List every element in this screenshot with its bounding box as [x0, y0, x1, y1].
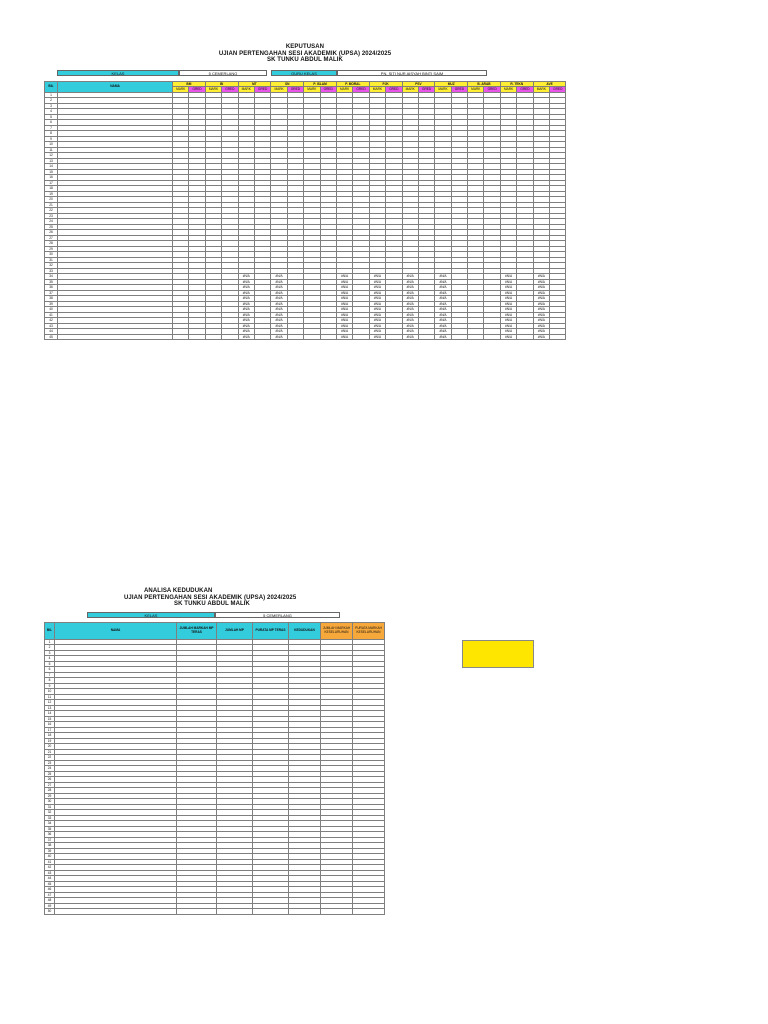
mark-cell: #N/A	[500, 279, 516, 285]
grade-cell	[386, 334, 402, 340]
bil-cell: 48	[45, 898, 55, 904]
analysis-title-line-1: ANALISA KEDUDUKAN	[144, 588, 213, 594]
subject-header: MT	[238, 81, 271, 87]
grade-subheader: GRED	[254, 87, 270, 93]
bil-cell: 28	[45, 788, 55, 794]
grade-cell	[189, 334, 205, 340]
mark-cell: #N/A	[238, 318, 254, 324]
mark-cell: #N/A	[402, 279, 418, 285]
subject-header: PJK	[369, 81, 402, 87]
table-row	[45, 334, 566, 340]
analysis-header: PURATA MP TERAS	[253, 622, 289, 639]
mark-cell: #N/A	[369, 279, 385, 285]
mark-subheader: MARK	[304, 87, 320, 93]
mark-subheader: MARK	[205, 87, 221, 93]
bil-cell: 18	[45, 733, 55, 739]
bil-cell: 3	[45, 103, 58, 109]
bil-cell: 21	[45, 202, 58, 208]
kelas-value: 5 CEMERLANG	[179, 70, 267, 76]
mark-cell: #N/A	[238, 285, 254, 291]
mark-cell: #N/A	[369, 296, 385, 302]
bil-cell: 27	[45, 782, 55, 788]
mark-cell: #N/A	[500, 318, 516, 324]
mark-cell: #N/A	[336, 318, 352, 324]
bil-cell: 24	[45, 766, 55, 772]
bil-cell: 6	[45, 667, 55, 673]
mark-cell: #N/A	[271, 296, 287, 302]
bil-cell: 26	[45, 777, 55, 783]
bil-cell: 17	[45, 180, 58, 186]
mark-cell: #N/A	[271, 279, 287, 285]
mark-cell: #N/A	[402, 301, 418, 307]
mark-cell: #N/A	[402, 285, 418, 291]
bil-cell: 13	[45, 705, 55, 711]
mark-cell: #N/A	[435, 279, 451, 285]
grade-subheader: GRED	[353, 87, 369, 93]
bil-cell: 9	[45, 136, 58, 142]
mark-cell: #N/A	[533, 307, 549, 313]
mark-cell: #N/A	[533, 318, 549, 324]
mark-cell: #N/A	[336, 329, 352, 335]
mark-cell: #N/A	[271, 334, 287, 340]
mark-cell: #N/A	[435, 318, 451, 324]
mark-subheader: MARK	[500, 87, 516, 93]
bil-cell: 38	[45, 296, 58, 302]
mark-subheader: MARK	[369, 87, 385, 93]
bil-cell: 5	[45, 661, 55, 667]
mark-cell: #N/A	[533, 334, 549, 340]
mark-cell: #N/A	[271, 274, 287, 280]
subject-header: BM	[173, 81, 206, 87]
mark-cell: #N/A	[500, 323, 516, 329]
bil-cell: 21	[45, 749, 55, 755]
mark-cell: #N/A	[369, 307, 385, 313]
bil-cell: 37	[45, 837, 55, 843]
grade-cell	[484, 334, 500, 340]
mark-cell: #N/A	[271, 285, 287, 291]
mark-cell	[468, 334, 484, 340]
mark-cell: #N/A	[238, 274, 254, 280]
mark-cell: #N/A	[533, 301, 549, 307]
mark-subheader: MARK	[435, 87, 451, 93]
mark-cell: #N/A	[533, 279, 549, 285]
bil-cell: 47	[45, 892, 55, 898]
mark-cell: #N/A	[533, 290, 549, 296]
bil-cell: 12	[45, 153, 58, 159]
bil-cell: 35	[45, 826, 55, 832]
analysis-cell	[217, 909, 253, 915]
bil-cell: 31	[45, 257, 58, 263]
grade-cell	[353, 334, 369, 340]
bil-cell: 8	[45, 678, 55, 684]
grade-cell	[254, 334, 270, 340]
mark-cell: #N/A	[435, 329, 451, 335]
bil-cell: 24	[45, 219, 58, 225]
analysis-cell	[253, 909, 289, 915]
mark-cell: #N/A	[533, 323, 549, 329]
bil-cell: 16	[45, 175, 58, 181]
bil-cell: 35	[45, 279, 58, 285]
grade-cell	[222, 334, 238, 340]
mark-cell: #N/A	[533, 285, 549, 291]
mark-cell: #N/A	[369, 318, 385, 324]
bil-cell: 44	[45, 876, 55, 882]
mark-cell: #N/A	[500, 301, 516, 307]
mark-cell: #N/A	[238, 279, 254, 285]
bil-cell: 15	[45, 169, 58, 175]
analysis-header: PURATA MARKAH KESELURUHAN	[353, 622, 385, 639]
bil-cell: 32	[45, 263, 58, 269]
bil-cell: 27	[45, 235, 58, 241]
mark-cell: #N/A	[271, 290, 287, 296]
mark-cell: #N/A	[500, 290, 516, 296]
bil-cell: 41	[45, 312, 58, 318]
mark-cell: #N/A	[336, 290, 352, 296]
mark-cell: #N/A	[271, 318, 287, 324]
bil-cell: 23	[45, 760, 55, 766]
mark-cell	[205, 334, 221, 340]
bil-cell: 26	[45, 230, 58, 236]
subject-header: P. MORAL	[336, 81, 369, 87]
bil-cell: 11	[45, 694, 55, 700]
analysis-cell	[177, 909, 217, 915]
bil-cell: 16	[45, 722, 55, 728]
mark-cell: #N/A	[369, 285, 385, 291]
mark-cell: #N/A	[402, 318, 418, 324]
mark-cell: #N/A	[369, 334, 385, 340]
results-title	[44, 44, 566, 64]
title-line-3: SK TUNKU ABDUL MALIK	[267, 57, 343, 63]
bil-cell: 22	[45, 755, 55, 761]
bil-cell: 29	[45, 246, 58, 252]
mark-cell: #N/A	[533, 329, 549, 335]
mark-cell: #N/A	[336, 323, 352, 329]
analysis-header: JUMLAH MP	[217, 622, 253, 639]
mark-cell	[304, 334, 320, 340]
subject-header: B. ARAB	[468, 81, 501, 87]
grade-cell	[550, 334, 566, 340]
mark-cell: #N/A	[500, 329, 516, 335]
subject-header: R. TEKN	[500, 81, 533, 87]
bil-cell: 3	[45, 650, 55, 656]
mark-cell: #N/A	[336, 334, 352, 340]
kelas-label: KELAS	[57, 70, 179, 76]
mark-cell: #N/A	[336, 296, 352, 302]
bil-cell: 1	[45, 639, 55, 645]
bil-cell: 22	[45, 208, 58, 214]
grade-cell	[287, 334, 303, 340]
mark-cell: #N/A	[435, 274, 451, 280]
bil-cell: 34	[45, 821, 55, 827]
title-line-1: KEPUTUSAN	[285, 44, 325, 50]
bil-cell: 43	[45, 323, 58, 329]
mark-subheader: MARK	[468, 87, 484, 93]
mark-cell: #N/A	[369, 323, 385, 329]
bil-cell: 7	[45, 125, 58, 131]
mark-cell: #N/A	[271, 312, 287, 318]
mark-cell: #N/A	[402, 290, 418, 296]
mark-cell: #N/A	[435, 323, 451, 329]
bil-cell: 15	[45, 716, 55, 722]
bil-cell: 23	[45, 213, 58, 219]
bil-cell: 30	[45, 252, 58, 258]
analysis-title	[44, 588, 566, 608]
mark-cell: #N/A	[369, 312, 385, 318]
mark-cell: #N/A	[238, 329, 254, 335]
mark-cell: #N/A	[402, 329, 418, 335]
mark-cell: #N/A	[336, 301, 352, 307]
mark-cell: #N/A	[402, 323, 418, 329]
bil-cell: 25	[45, 771, 55, 777]
title-line-2: UJIAN PERTENGAHAN SESI AKADEMIK (UPSA) 2024/2025	[218, 50, 392, 57]
mark-cell: #N/A	[435, 312, 451, 318]
bil-cell: 32	[45, 810, 55, 816]
name-cell	[58, 334, 173, 340]
bil-cell: 4	[45, 109, 58, 115]
bil-cell: 2	[45, 645, 55, 651]
analysis-header: KEDUDUKAN	[289, 622, 321, 639]
analysis-row	[45, 909, 385, 915]
mark-cell: #N/A	[435, 301, 451, 307]
bil-cell: 12	[45, 700, 55, 706]
bil-cell: 4	[45, 656, 55, 662]
bil-cell: 44	[45, 329, 58, 335]
mark-cell: #N/A	[336, 274, 352, 280]
bil-cell: 18	[45, 186, 58, 192]
analysis-header: JUMLAH MARKAH KESELURUHAN	[321, 622, 353, 639]
mark-cell: #N/A	[402, 307, 418, 313]
mark-cell: #N/A	[238, 290, 254, 296]
mark-cell: #N/A	[533, 296, 549, 302]
results-table	[44, 81, 566, 341]
bil-cell: 37	[45, 290, 58, 296]
bil-header: BIL	[45, 81, 58, 92]
mark-cell: #N/A	[435, 296, 451, 302]
mark-cell: #N/A	[238, 307, 254, 313]
subject-header: MUZ	[435, 81, 468, 87]
mark-cell: #N/A	[402, 274, 418, 280]
analysis-cell	[289, 909, 321, 915]
bil-cell: 28	[45, 241, 58, 247]
results-sheet	[44, 44, 566, 340]
bil-cell: 10	[45, 689, 55, 695]
grade-subheader: GRED	[550, 87, 566, 93]
bil-cell: 49	[45, 903, 55, 909]
bil-cell: 5	[45, 114, 58, 120]
guru-value: PN. SITI NUR AISYAH BINTI SAIM	[337, 70, 487, 76]
mark-subheader: MARK	[336, 87, 352, 93]
analysis-cell	[321, 909, 353, 915]
analysis-cell	[353, 909, 385, 915]
bil-cell: 45	[45, 334, 58, 340]
bil-cell: 40	[45, 307, 58, 313]
mark-subheader: MARK	[402, 87, 418, 93]
mark-cell: #N/A	[500, 274, 516, 280]
subject-header: BI	[205, 81, 238, 87]
bil-cell: 20	[45, 197, 58, 203]
bil-cell: 39	[45, 301, 58, 307]
analysis-header: JUMLAH MARKAH MP TERAS	[177, 622, 217, 639]
grade-subheader: GRED	[517, 87, 533, 93]
mark-cell: #N/A	[435, 285, 451, 291]
mark-cell: #N/A	[533, 312, 549, 318]
bil-cell: 43	[45, 870, 55, 876]
mark-cell: #N/A	[402, 296, 418, 302]
bil-cell: 10	[45, 142, 58, 148]
bil-cell: 33	[45, 268, 58, 274]
grade-subheader: GRED	[222, 87, 238, 93]
bil-cell: 29	[45, 793, 55, 799]
mark-cell	[173, 334, 189, 340]
bil-cell: 8	[45, 131, 58, 137]
grade-subheader: GRED	[189, 87, 205, 93]
bil-cell: 14	[45, 711, 55, 717]
bil-cell: 25	[45, 224, 58, 230]
bil-cell: 11	[45, 147, 58, 153]
analysis-title-line-2: UJIAN PERTENGAHAN SESI AKADEMIK (UPSA) 2024/2025	[124, 594, 297, 601]
nama-header: NAMA	[58, 81, 173, 92]
bil-cell: 1	[45, 92, 58, 98]
bil-cell: 50	[45, 909, 55, 915]
grade-subheader: GRED	[418, 87, 434, 93]
mark-cell: #N/A	[500, 296, 516, 302]
mark-cell: #N/A	[369, 301, 385, 307]
mark-cell: #N/A	[500, 334, 516, 340]
guru-label: GURU KELAS	[271, 70, 337, 76]
analysis-kelas-value: 5 CEMERLANG	[215, 612, 340, 618]
mark-cell: #N/A	[336, 307, 352, 313]
grade-cell	[517, 334, 533, 340]
mark-cell: #N/A	[500, 312, 516, 318]
mark-cell: #N/A	[402, 312, 418, 318]
mark-cell: #N/A	[271, 301, 287, 307]
grade-subheader: GRED	[484, 87, 500, 93]
analysis-kelas-label: KELAS	[87, 612, 215, 618]
mark-cell: #N/A	[336, 285, 352, 291]
subject-header: P. ISLAM	[304, 81, 337, 87]
bil-cell: 13	[45, 158, 58, 164]
bil-cell: 33	[45, 815, 55, 821]
grade-cell	[418, 334, 434, 340]
grade-subheader: GRED	[320, 87, 336, 93]
bil-cell: 39	[45, 848, 55, 854]
mark-cell: #N/A	[402, 334, 418, 340]
name-cell	[55, 909, 177, 915]
bil-cell: 36	[45, 285, 58, 291]
mark-cell: #N/A	[500, 285, 516, 291]
mark-cell: #N/A	[238, 323, 254, 329]
mark-cell: #N/A	[533, 274, 549, 280]
bil-cell: 42	[45, 865, 55, 871]
bil-cell: 30	[45, 799, 55, 805]
bil-cell: 14	[45, 164, 58, 170]
bil-cell: 17	[45, 727, 55, 733]
subject-header: PSV	[402, 81, 435, 87]
subject-header: SN	[271, 81, 304, 87]
mark-cell: #N/A	[336, 279, 352, 285]
mark-cell: #N/A	[369, 274, 385, 280]
bil-cell: 9	[45, 683, 55, 689]
analysis-header-row	[45, 622, 385, 639]
mark-cell: #N/A	[369, 329, 385, 335]
bil-cell: 19	[45, 738, 55, 744]
bil-cell: 7	[45, 672, 55, 678]
bil-cell: 42	[45, 318, 58, 324]
mark-subheader: MARK	[173, 87, 189, 93]
grade-subheader: GRED	[386, 87, 402, 93]
analysis-table	[44, 622, 385, 915]
mark-cell: #N/A	[238, 312, 254, 318]
bil-cell: 40	[45, 854, 55, 860]
class-info-row	[44, 70, 566, 78]
mark-cell: #N/A	[238, 296, 254, 302]
mark-subheader: MARK	[238, 87, 254, 93]
analysis-sheet	[44, 588, 566, 915]
mark-cell: #N/A	[336, 312, 352, 318]
subject-header: AVE	[533, 81, 566, 87]
bil-cell: 38	[45, 843, 55, 849]
mark-cell: #N/A	[500, 307, 516, 313]
mark-cell: #N/A	[435, 307, 451, 313]
mark-subheader: MARK	[533, 87, 549, 93]
analysis-class-row	[44, 612, 566, 620]
bil-cell: 46	[45, 887, 55, 893]
mark-cell: #N/A	[369, 290, 385, 296]
bil-cell: 6	[45, 120, 58, 126]
bil-cell: 31	[45, 804, 55, 810]
mark-cell: #N/A	[271, 329, 287, 335]
grade-cell	[320, 334, 336, 340]
mark-cell: #N/A	[238, 334, 254, 340]
mark-cell: #N/A	[435, 290, 451, 296]
analysis-note	[462, 640, 534, 668]
analysis-header: NAMA	[55, 622, 177, 639]
bil-cell: 36	[45, 832, 55, 838]
analysis-header: BIL	[45, 622, 55, 639]
mark-cell: #N/A	[435, 334, 451, 340]
grade-cell	[451, 334, 467, 340]
mark-cell: #N/A	[238, 301, 254, 307]
bil-cell: 41	[45, 859, 55, 865]
grade-subheader: GRED	[451, 87, 467, 93]
bil-cell: 2	[45, 98, 58, 104]
mark-subheader: MARK	[271, 87, 287, 93]
mark-cell: #N/A	[271, 323, 287, 329]
bil-cell: 45	[45, 881, 55, 887]
analysis-title-line-3: SK TUNKU ABDUL MALIK	[174, 601, 250, 607]
bil-cell: 19	[45, 191, 58, 197]
grade-subheader: GRED	[287, 87, 303, 93]
mark-cell: #N/A	[271, 307, 287, 313]
bil-cell: 20	[45, 744, 55, 750]
bil-cell: 34	[45, 274, 58, 280]
